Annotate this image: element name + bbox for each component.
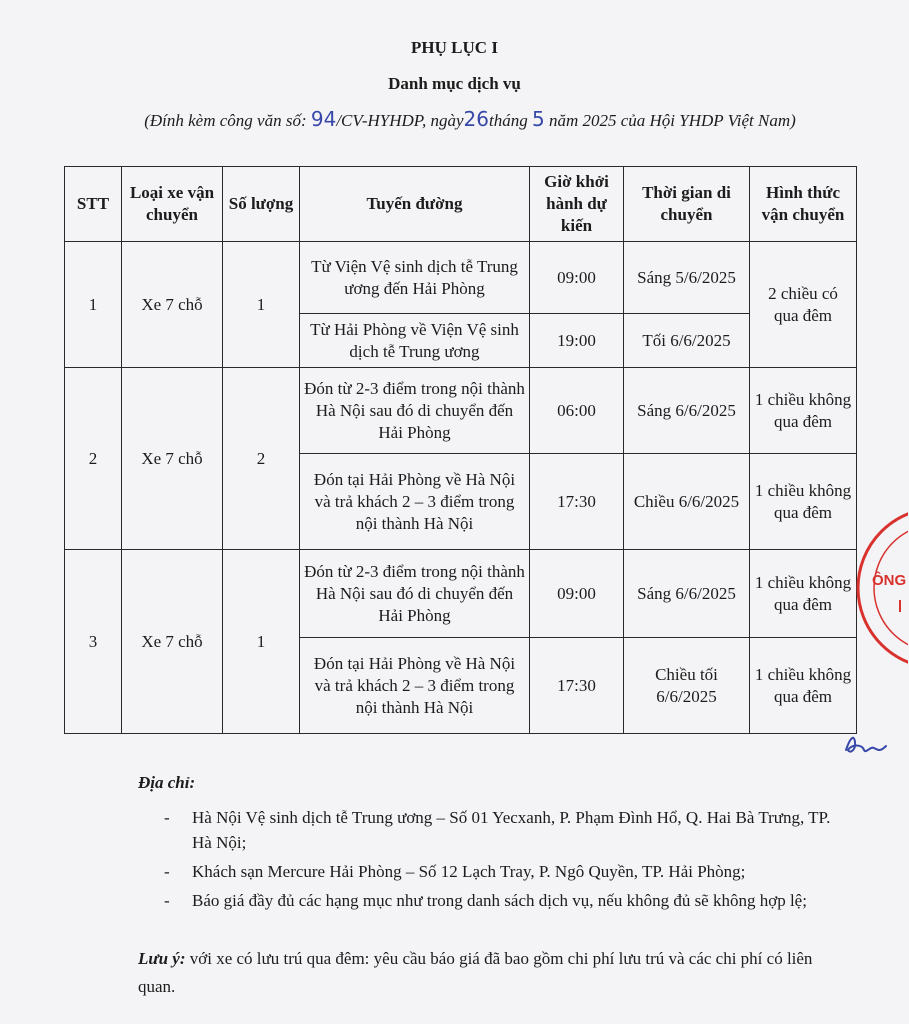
cell-travel-time: Sáng 5/6/2025 [624,242,750,314]
ref-mid: /CV-HYHDP, ngày [336,111,464,130]
cell-travel-time: Chiều tối 6/6/2025 [624,638,750,734]
list-item: - Báo giá đầy đủ các hạng mục như trong danh sách dịch vụ, nếu không đủ sẽ không hợp lệ; [160,888,850,913]
cell-transport-type: 1 chiều không qua đêm [750,638,857,734]
note-text: với xe có lưu trú qua đêm: yêu cầu báo giá đã bao gồm chi phí lưu trú và các chi phí có liên quan. [138,949,813,996]
note-label: Lưu ý: [138,949,186,968]
cell-quantity: 1 [223,242,300,368]
stamp-text: ÔNG [872,572,907,589]
ref-month-handwritten: 5 [531,107,545,131]
header-departure: Giờ khởi hành dự kiến [530,167,624,242]
cell-route: Đón từ 2-3 điểm trong nội thành Hà Nội sau đó di chuyển đến Hải Phòng [300,368,530,454]
reference-line [120,106,820,134]
cell-quantity: 1 [223,550,300,734]
address-title: Địa chỉ: [138,773,196,792]
table-row [65,368,857,454]
cell-departure: 09:00 [530,550,624,638]
cell-route: Từ Viện Vệ sinh dịch tễ Trung ương đến Hải Phòng [300,242,530,314]
table-row [65,242,857,314]
service-table [64,166,857,734]
signature-icon [840,728,890,760]
cell-departure: 17:30 [530,454,624,550]
cell-route: Đón từ 2-3 điểm trong nội thành Hà Nội sau đó di chuyển đến Hải Phòng [300,550,530,638]
cell-stt: 2 [65,368,122,550]
cell-quantity: 2 [223,368,300,550]
ref-prefix: (Đính kèm công văn số: [144,111,307,130]
header-vehicle: Loại xe vận chuyển [122,167,223,242]
cell-departure: 19:00 [530,314,624,368]
cell-departure: 17:30 [530,638,624,734]
cell-travel-time: Tối 6/6/2025 [624,314,750,368]
header-stt: STT [65,167,122,242]
cell-transport-type: 2 chiều có qua đêm [750,242,857,368]
cell-transport-type: 1 chiều không qua đêm [750,550,857,638]
note-paragraph [138,945,848,1001]
cell-departure: 09:00 [530,242,624,314]
cell-travel-time: Sáng 6/6/2025 [624,368,750,454]
ref-day-handwritten: 26 [463,107,489,131]
address-list [160,805,850,917]
cell-stt: 1 [65,242,122,368]
cell-vehicle: Xe 7 chỗ [122,368,223,550]
cell-stt: 3 [65,550,122,734]
header-transport-type: Hình thức vận chuyển [750,167,857,242]
document-title: Danh mục dịch vụ [388,74,521,93]
ref-number-handwritten: 94 [310,107,337,131]
appendix-title: PHỤ LỤC I [411,38,498,57]
cell-route: Đón tại Hải Phòng về Hà Nội và trả khách 2 – 3 điểm trong nội thành Hà Nội [300,638,530,734]
ref-month-label: tháng [488,111,528,130]
cell-vehicle: Xe 7 chỗ [122,550,223,734]
cell-transport-type: 1 chiều không qua đêm [750,368,857,454]
table-row [65,550,857,638]
table-header-row [65,167,857,242]
header-route: Tuyến đường [300,167,530,242]
cell-vehicle: Xe 7 chỗ [122,242,223,368]
cell-transport-type: 1 chiều không qua đêm [750,454,857,550]
cell-route: Đón tại Hải Phòng về Hà Nội và trả khách 2 – 3 điểm trong nội thành Hà Nội [300,454,530,550]
cell-departure: 06:00 [530,368,624,454]
list-item: - Hà Nội Vệ sinh dịch tễ Trung ương – Số 01 Yecxanh, P. Phạm Đình Hổ, Q. Hai Bà Trưng, TP. Hà Nội; [160,805,850,855]
list-item: - Khách sạn Mercure Hải Phòng – Số 12 Lạch Tray, P. Ngô Quyền, TP. Hải Phòng; [160,859,850,884]
cell-travel-time: Chiều 6/6/2025 [624,454,750,550]
cell-route: Từ Hải Phòng về Viện Vệ sinh dịch tễ Trung ương [300,314,530,368]
header-quantity: Số lượng [223,167,300,242]
cell-travel-time: Sáng 6/6/2025 [624,550,750,638]
ref-suffix: năm 2025 của Hội YHDP Việt Nam) [548,111,796,130]
header-travel-time: Thời gian di chuyển [624,167,750,242]
